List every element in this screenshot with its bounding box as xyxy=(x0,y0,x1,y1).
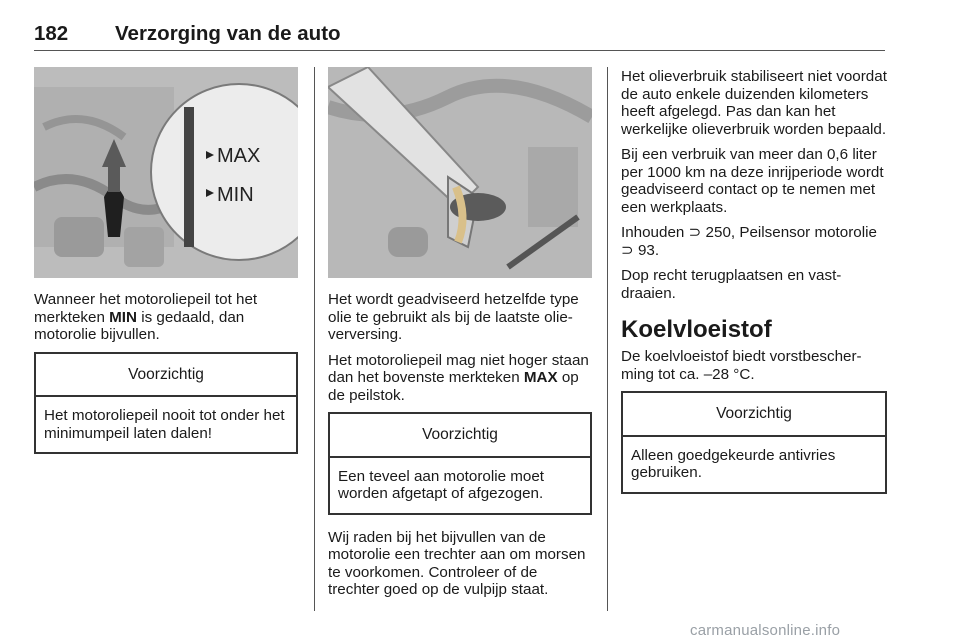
caution-title: Voorzichtig xyxy=(330,414,590,458)
page-number: 182 xyxy=(34,22,69,45)
max-mark-label: MAX xyxy=(217,145,261,167)
section-heading: Koelvloeistof xyxy=(621,316,772,343)
column-2 xyxy=(328,291,592,607)
page-reference-link[interactable]: 250 xyxy=(705,224,731,241)
caution-body: Alleen goedgekeurde antivries gebruiken. xyxy=(631,446,836,481)
column-1 xyxy=(34,291,298,454)
caution-body: Het motoroliepeil nooit tot onder het minimumpeil laten dalen! xyxy=(44,407,285,442)
paragraph: Wanneer het motoroliepeil tot het merkteken MIN is gedaald, dan motorolie bijvullen. xyxy=(34,291,258,343)
max-label: MAX xyxy=(523,369,558,386)
column-divider-2 xyxy=(607,67,608,611)
watermark: carmanualsonline.info xyxy=(690,622,841,639)
paragraph: Het olieverbruik stabiliseert niet voordat de auto enkele duizenden kilometers heeft afgelegd. Pas dan kan het werkelijke olieverbruik worden bepaald. xyxy=(621,68,887,138)
caution-body: Een teveel aan motorolie moet worden afgetapt of afgezogen. xyxy=(338,467,544,502)
paragraph: Het wordt geadviseerd hetzelfde type olie te gebruikt als bij de laatste olieverversing. xyxy=(328,291,579,343)
paragraph: De koelvloeistof biedt vorstbescherming tot ca. –28 °C. xyxy=(621,348,862,383)
caution-box xyxy=(328,412,592,515)
min-mark-label: MIN xyxy=(217,184,254,206)
reference-icon: ⊃ xyxy=(621,241,634,259)
caution-box xyxy=(621,391,887,494)
reference-icon: ⊃ xyxy=(688,224,702,241)
page-reference-link[interactable]: 93 xyxy=(637,241,655,259)
caution-title: Voorzichtig xyxy=(36,354,296,398)
paragraph: Het motoroliepeil mag niet hoger staan dan het bovenste merkteken MAX op de peilstok. xyxy=(328,351,589,404)
paragraph: Dop recht terugplaatsen en vastdraaien. xyxy=(621,267,842,302)
header-divider xyxy=(34,50,885,51)
column-divider-1 xyxy=(314,67,315,611)
page-title: Verzorging van de auto xyxy=(115,22,341,45)
caution-box xyxy=(34,352,298,455)
oil-filling-illustration xyxy=(328,67,592,278)
paragraph: Wij raden bij het bijvullen van de motorolie een trechter aan om morsen te voorkomen. Controleer of de trechter goed op de vulpijp staat. xyxy=(328,528,586,598)
min-label: MIN xyxy=(109,308,137,326)
column-3 xyxy=(621,68,887,494)
caution-title: Voorzichtig xyxy=(623,393,885,437)
paragraph: Bij een verbruik van meer dan 0,6 liter per 1000 km na deze inrijperiode wordt geadviseerd contact op te nemen met een werkplaats. xyxy=(621,146,884,216)
dipstick-illustration xyxy=(34,67,298,278)
paragraph: Inhouden ⊃ 250, Peilsensor motorolie ⊃ 93. xyxy=(621,224,877,259)
